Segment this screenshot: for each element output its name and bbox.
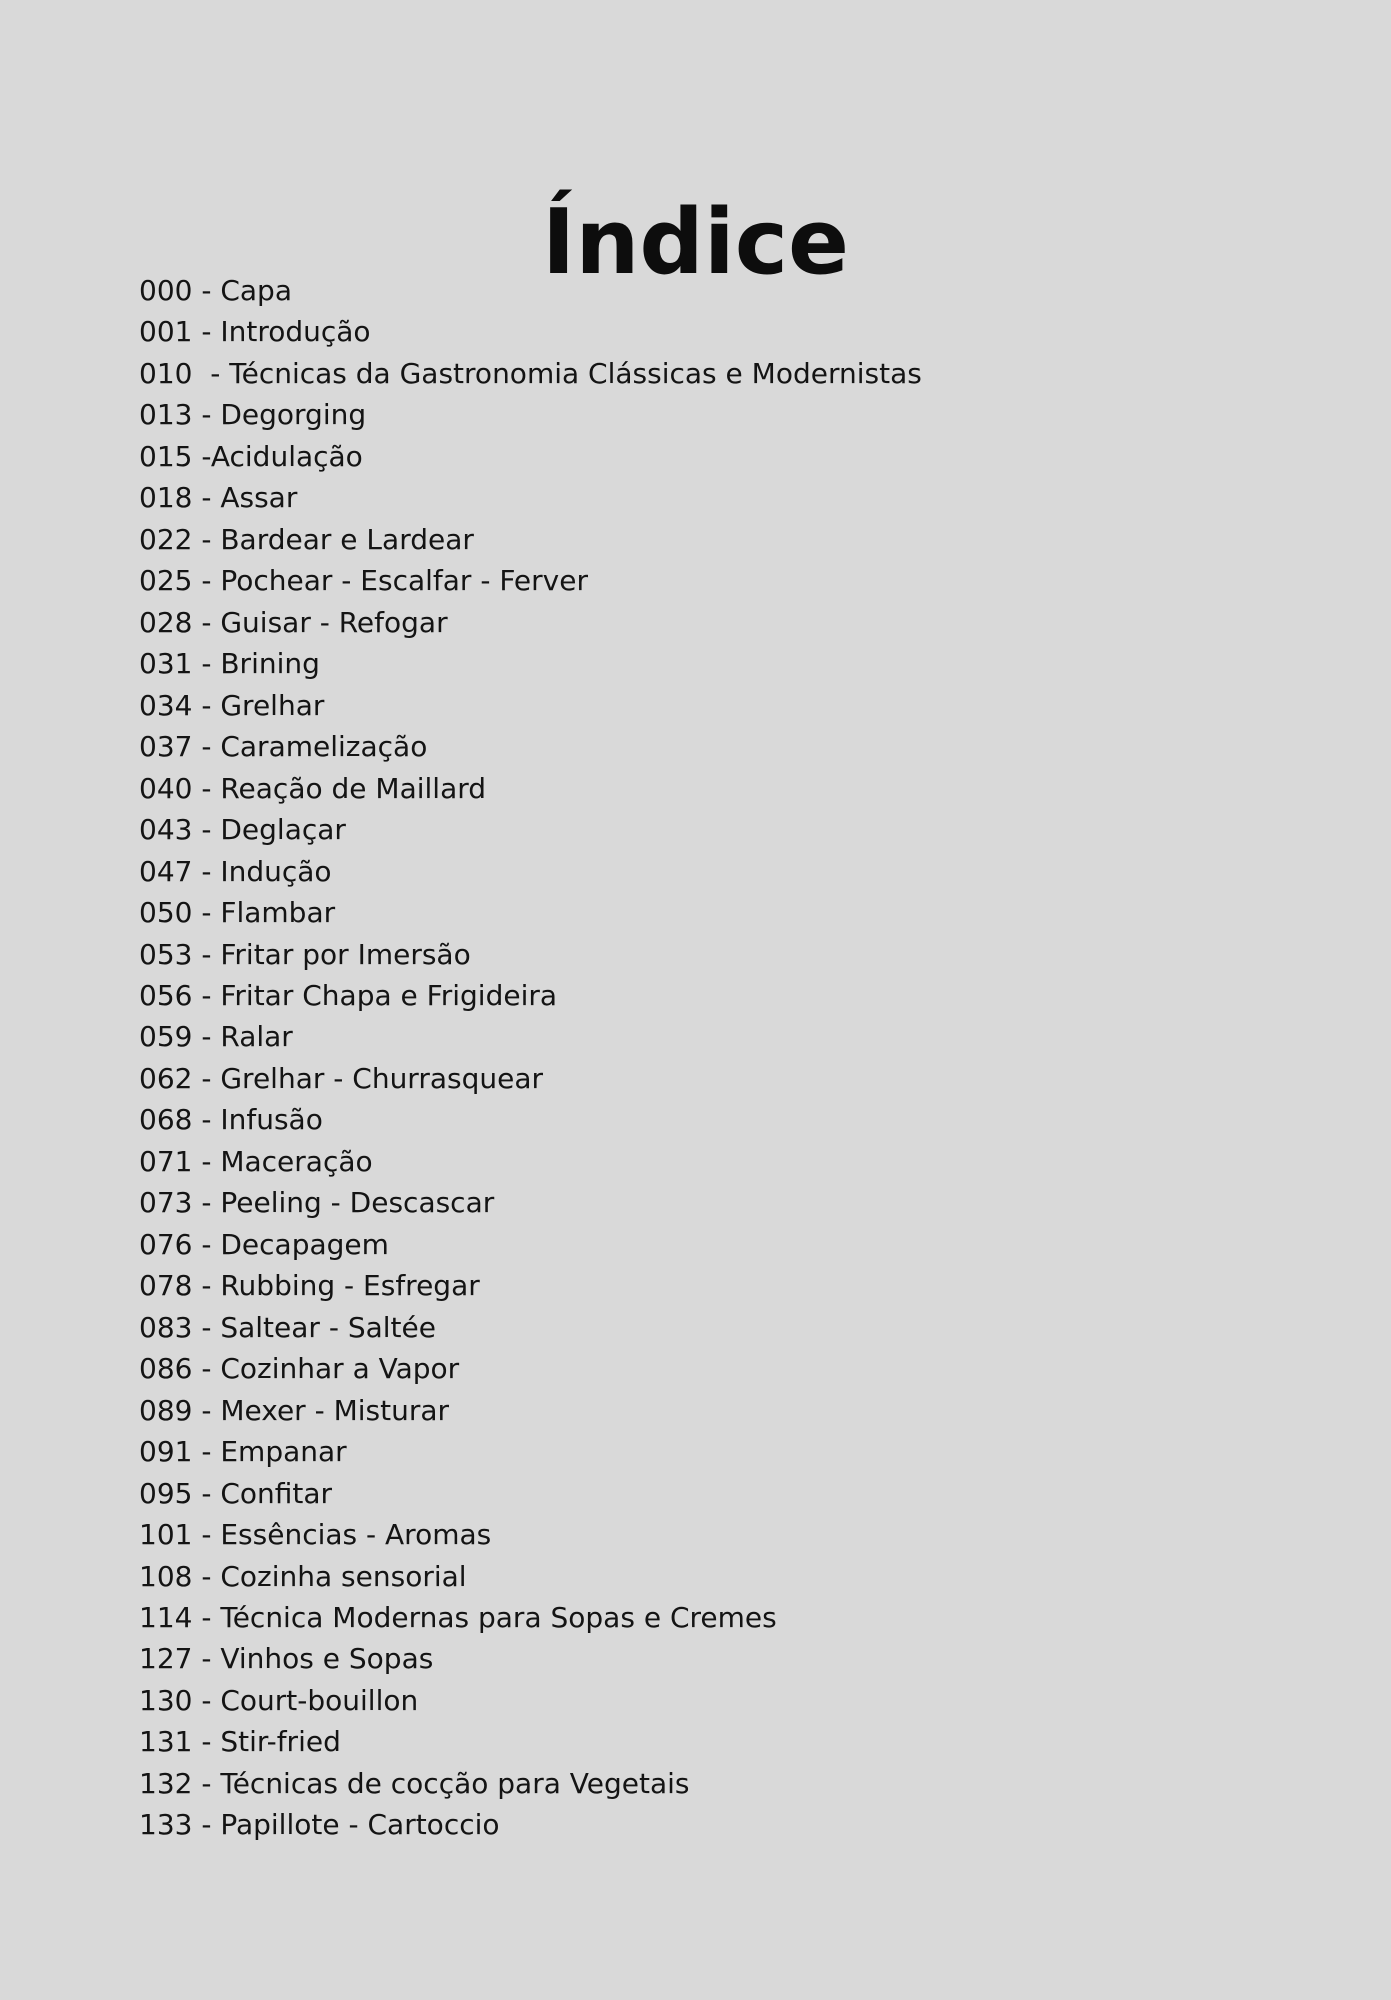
- toc-entry: 108 - Cozinha sensorial: [139, 1559, 467, 1593]
- toc-entry: 086 - Cozinhar a Vapor: [139, 1352, 460, 1386]
- toc-entry: 047 - Indução: [139, 854, 332, 888]
- toc-entry: 068 - Infusão: [139, 1103, 323, 1137]
- toc-entry: 095 - Confitar: [139, 1476, 333, 1510]
- toc-entry: 071 - Maceração: [139, 1144, 373, 1178]
- toc-entry: 050 - Flambar: [139, 896, 336, 930]
- toc-entry: 091 - Empanar: [139, 1435, 347, 1469]
- toc-entry: 028 - Guisar - Refogar: [139, 605, 448, 639]
- toc-entry: 000 - Capa: [139, 274, 292, 307]
- toc-entry: 062 - Grelhar - Churrasquear: [139, 1061, 544, 1095]
- toc-entry: 022 - Bardear e Lardear: [139, 522, 474, 556]
- toc-entry: 043 - Deglaçar: [139, 813, 346, 847]
- toc-entry: 131 - Stir-fried: [139, 1725, 341, 1759]
- page-title: Índice: [541, 190, 850, 296]
- toc-entry: 031 - Brining: [139, 647, 320, 681]
- toc-entry: 013 - Degorging: [139, 398, 367, 432]
- toc-entry: 133 - Papillote - Cartoccio: [139, 1808, 500, 1842]
- toc-entry: 059 - Ralar: [139, 1020, 293, 1054]
- toc-entry: 101 - Essências - Aromas: [139, 1518, 492, 1552]
- toc-entry: 078 - Rubbing - Esfregar: [139, 1269, 480, 1303]
- toc-entry: 037 - Caramelização: [139, 730, 428, 764]
- toc-entry: 018 - Assar: [139, 481, 298, 515]
- toc-entry: 015 -Acidulação: [139, 439, 363, 473]
- toc-entry: 040 - Reação de Maillard: [139, 771, 487, 805]
- toc-entry: 056 - Fritar Chapa e Frigideira: [139, 978, 558, 1012]
- toc-entry: 073 - Peeling - Descascar: [139, 1186, 495, 1220]
- table-of-contents: [139, 270, 922, 1846]
- toc-entry: 034 - Grelhar: [139, 688, 325, 722]
- toc-entry: 010 - Técnicas da Gastronomia Clássicas e Modernistas: [139, 356, 922, 390]
- toc-entry: 053 - Fritar por Imersão: [139, 937, 471, 971]
- toc-entry: 076 - Decapagem: [139, 1227, 389, 1261]
- toc-entry: 114 - Técnica Modernas para Sopas e Cremes: [139, 1601, 777, 1634]
- toc-entry: 127 - Vinhos e Sopas: [139, 1642, 434, 1676]
- toc-entry: 132 - Técnicas de cocção para Vegetais: [139, 1766, 690, 1800]
- toc-entry: 089 - Mexer - Misturar: [139, 1393, 450, 1427]
- toc-entry: 130 - Court-bouillon: [139, 1683, 419, 1717]
- toc-entry: 083 - Saltear - Saltée: [139, 1310, 436, 1344]
- toc-entry: 001 - Introdução: [139, 315, 371, 349]
- toc-entry: 025 - Pochear - Escalfar - Ferver: [139, 564, 588, 598]
